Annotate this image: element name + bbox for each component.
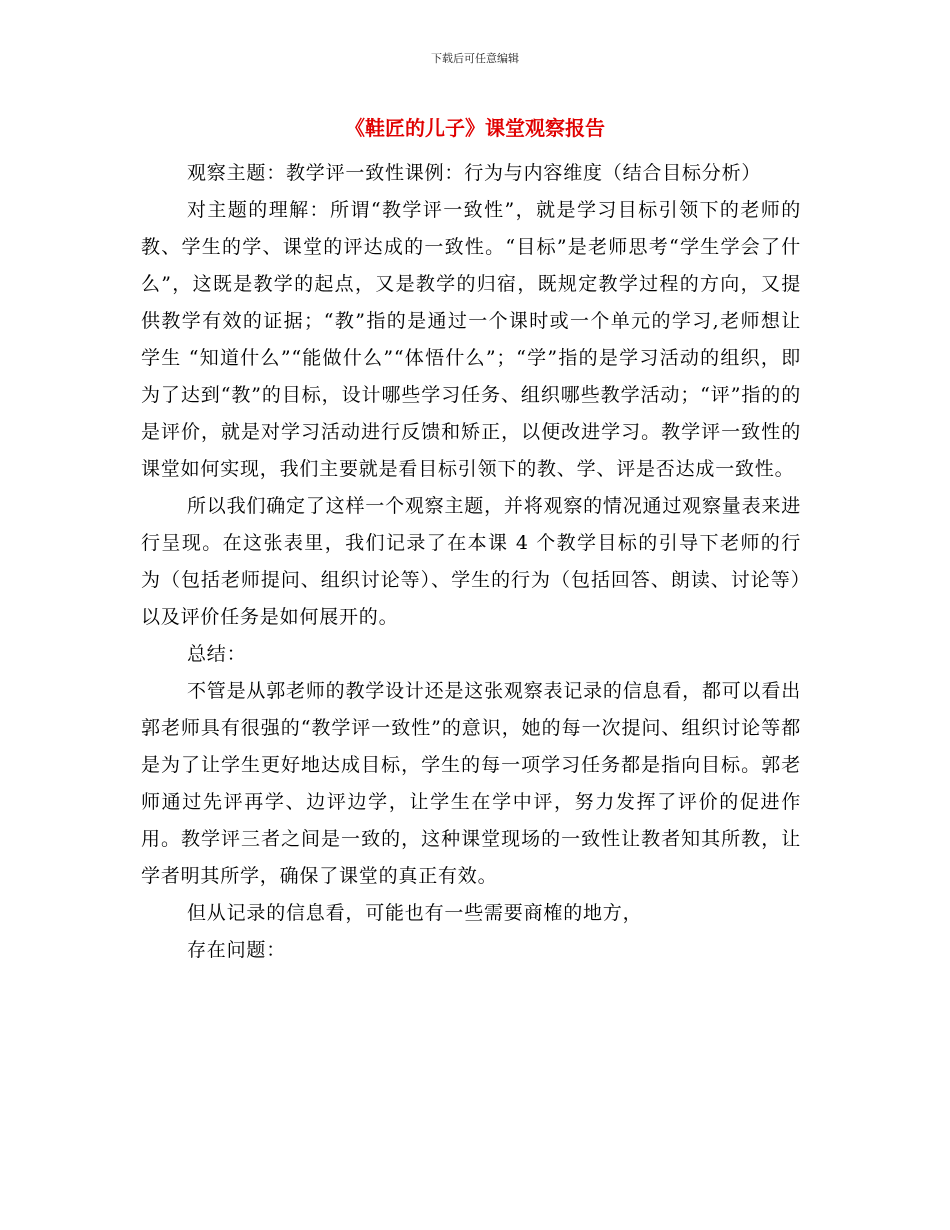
paragraph-theme-understanding: 对主题的理解：所谓“教学评一致性”，就是学习目标引领下的老师的教、学生的学、课堂的评达成的一致性。“目标”是老师思考“学生学会了什么”，这既是教学的起点，又是教学的归宿，既规定教学过程的方向，又提供教学有效的证据；“教”指的是通过一个课时或一个单元的学习,老师想让学生 “知道什么”“能做什么”“体悟什么”；“学”指的是学习活动的组织，即为了达到“教”的目标，设计哪些学习任务、组织哪些教学活动；“评”指的的是评价，就是对学习活动进行反馈和矫正，以便改进学习。教学评一致性的课堂如何实现，我们主要就是看目标引领下的教、学、评是否达成一致性。	[141, 199, 801, 480]
header-note: 下载后可任意编辑	[431, 52, 519, 65]
paragraph-issues-heading: 存在问题：	[187, 939, 287, 961]
paragraph-observation-method: 所以我们确定了这样一个观察主题，并将观察的情况通过观察量表来进行呈现。在这张表里，我们记录了在本课 4 个教学目标的引导下老师的行为（包括老师提问、组织讨论等）、学生的行为（包括回答、朗读、讨论等）以及评价任务是如何展开的。	[141, 495, 801, 628]
paragraph-summary-heading: 总结：	[187, 643, 247, 665]
document-body	[141, 155, 801, 969]
paragraph-discussion-note: 但从记录的信息看，可能也有一些需要商榷的地方，	[187, 902, 643, 924]
document-title: 《鞋匠的儿子》课堂观察报告	[345, 116, 605, 140]
paragraph-observation-theme: 观察主题：教学评一致性课例：行为与内容维度（结合目标分析）	[187, 162, 762, 184]
paragraph-summary-body: 不管是从郭老师的教学设计还是这张观察表记录的信息看，都可以看出郭老师具有很强的“教学评一致性”的意识，她的每一次提问、组织讨论等都是为了让学生更好地达成目标，学生的每一项学习任务都是指向目标。郭老师通过先评再学、边评边学，让学生在学中评，努力发挥了评价的促进作用。教学评三者之间是一致的，这种课堂现场的一致性让教者知其所教，让学者明其所学，确保了课堂的真正有效。	[141, 680, 801, 887]
